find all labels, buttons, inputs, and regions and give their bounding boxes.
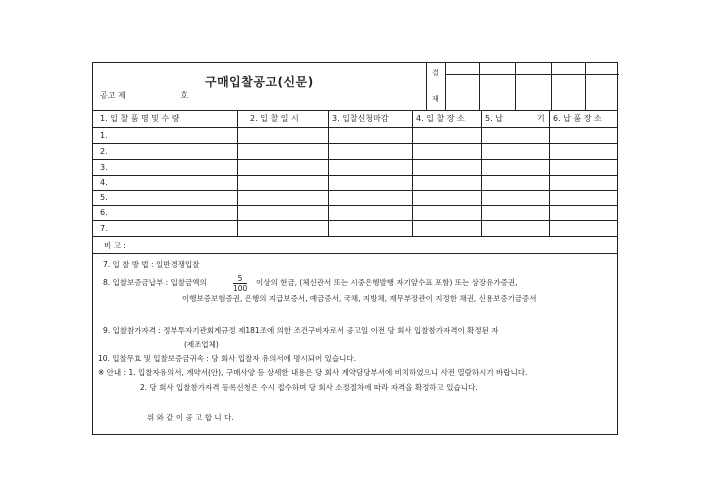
- fraction-denominator: 100: [233, 284, 248, 293]
- notice-number-suffix: 호: [180, 91, 189, 100]
- notice-number: [100, 90, 188, 101]
- table-col-line: [328, 110, 329, 236]
- header-delivery-location: 6. 납 품 장 소: [553, 114, 602, 123]
- row-number: 5.: [100, 193, 108, 202]
- qualification-line-1: 9. 입찰참가자격 : 정부투자기관회계규정 제181조에 의한 조건구비자로서 공고일 이전 당 회사 입찰참가자격이 확정된 자: [103, 326, 499, 335]
- row-number: 4.: [100, 178, 108, 187]
- approval-box: [426, 62, 619, 110]
- approval-divider: [585, 62, 586, 110]
- table-col-line: [237, 110, 238, 236]
- header-application-deadline: 3. 입찰신청마감: [332, 114, 389, 123]
- approval-label-bottom: 재: [432, 95, 439, 103]
- approval-divider: [515, 62, 516, 110]
- table-line: [92, 220, 618, 221]
- row-number: 3.: [100, 163, 108, 172]
- bid-method: 7. 입 찰 방 법 : 일반경쟁입찰: [103, 260, 200, 269]
- header-bid-date: 2. 입 찰 일 시: [250, 114, 299, 123]
- deposit-fraction: [233, 274, 247, 293]
- approval-divider: [551, 62, 552, 110]
- table-line: [92, 127, 618, 128]
- table-line: [92, 110, 618, 111]
- row-number: 6.: [100, 208, 108, 217]
- table-line: [92, 175, 618, 176]
- header-delivery-term: 5. 납: [485, 114, 503, 123]
- invalid-bid: 10. 입찰무효 및 입찰보증금귀속 : 당 회사 입찰자 유의서에 명시되어 있습니다.: [98, 354, 357, 363]
- table-line: [92, 190, 618, 191]
- note-2: 2. 당 회사 입찰참가자격 등록신청은 수시 접수하며 당 회사 소정절차에 따라 자격을 확정하고 있습니다.: [140, 383, 478, 392]
- approval-row-line: [445, 74, 619, 75]
- table-line: [92, 205, 618, 206]
- table-col-line: [481, 110, 482, 236]
- deposit-line-1: 이상의 현금, (체신관서 또는 시중은행발행 자기앞수표 포함) 또는 상장유가증권,: [256, 278, 518, 287]
- header-delivery-term-suffix: 기: [537, 114, 545, 123]
- note-1: ※ 안내 : 1. 입찰자유의서, 계약서(안), 구매사양 등 상세한 내용은 당 회사 계약담당부서에 비치하였으니 사전 열람하시기 바랍니다.: [98, 368, 528, 377]
- header-item-quantity: 1. 입 찰 품 명 및 수 량: [100, 114, 180, 123]
- header-bid-location: 4. 입 찰 장 소: [416, 114, 465, 123]
- table-line: [92, 236, 618, 237]
- notice-number-label: 공고 제: [100, 91, 126, 100]
- table-line: [92, 143, 618, 144]
- remarks-label: 비 고 :: [104, 241, 126, 250]
- approval-divider: [479, 62, 480, 110]
- row-number: 7.: [100, 224, 108, 233]
- table-line: [92, 253, 618, 254]
- qualification-line-2: (제조업체): [184, 340, 219, 349]
- table-col-line: [549, 110, 550, 236]
- deposit-label: 8. 입찰보증금납부 : 입찰금액의: [103, 278, 207, 287]
- approval-label-top: 결: [432, 69, 439, 77]
- page-title: 구매입찰공고(신문): [205, 75, 314, 89]
- row-number: 2.: [100, 147, 108, 156]
- deposit-line-2: 이행보증보험증권, 은행의 지급보증서, 예금증서, 국채, 지방채, 재무부장관이 지정한 채권, 신용보증기금증서: [182, 294, 537, 303]
- approval-label: [427, 62, 446, 110]
- fraction-numerator: 5: [233, 274, 247, 284]
- row-number: 1.: [100, 131, 108, 140]
- table-line: [92, 159, 618, 160]
- table-col-line: [412, 110, 413, 236]
- closing-text: 위 와 같 이 공 고 합 니 다.: [147, 413, 234, 422]
